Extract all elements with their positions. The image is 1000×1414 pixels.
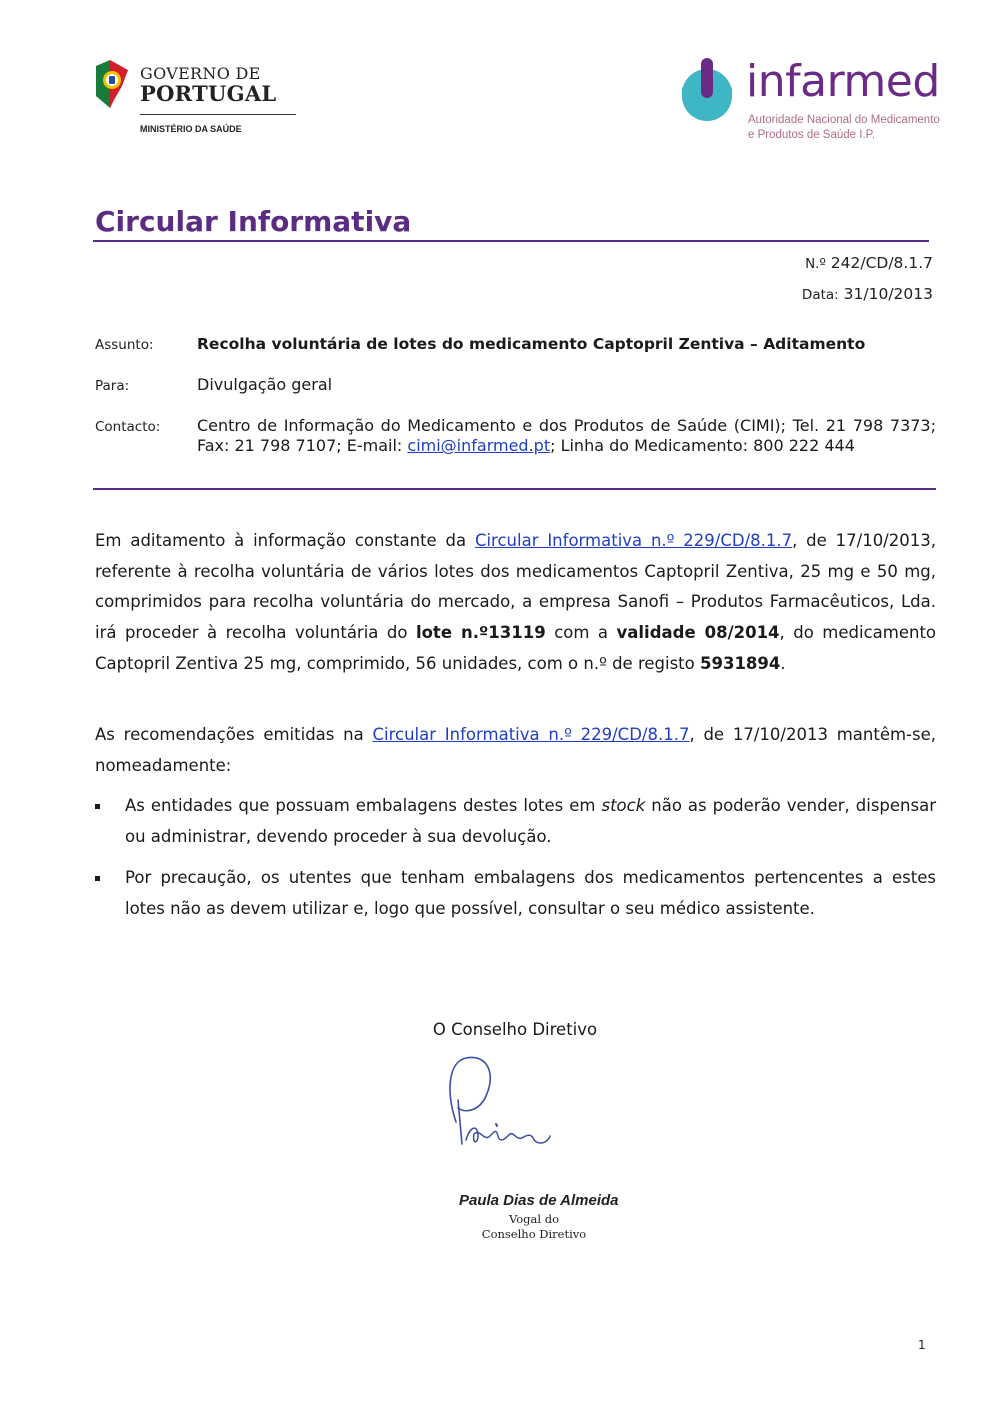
bullet-1-text [125, 791, 936, 852]
lot-number: lote n.º13119 [415, 623, 546, 643]
to-label: Para: [95, 378, 130, 394]
ministry-name: MINISTÉRIO DA SAÚDE [140, 124, 242, 134]
gov-divider [140, 114, 296, 115]
b1-text-b: não as poderão vender, dispensar ou administrar, devendo proceder à sua devolução. [125, 796, 936, 846]
bullet-icon [95, 876, 100, 881]
p1-text-c: com a [545, 623, 617, 643]
document-title: Circular Informativa [95, 205, 412, 238]
to-value: Divulgação geral [197, 375, 333, 394]
meta-divider [93, 488, 936, 490]
circular-number-label: N.º [805, 256, 826, 272]
subject-value: Recolha voluntária de lotes do medicamento Captopril Zentiva – Aditamento [197, 335, 866, 353]
handwritten-signature [436, 1052, 560, 1148]
infarmed-subtitle-2: e Produtos de Saúde I.P. [748, 129, 876, 141]
paragraph-2 [95, 720, 936, 781]
bullet-icon [95, 804, 100, 809]
circular-date-label: Data: [801, 287, 839, 303]
contact-text-2: ; Linha do Medicamento: 800 222 444 [550, 436, 855, 455]
expiry-date: validade 08/2014 [616, 623, 780, 643]
contact-label: Contacto: [95, 419, 161, 435]
paragraph-1 [95, 526, 936, 680]
circular-date-value: 31/10/2013 [843, 285, 933, 303]
gov-line2: PORTUGAL [140, 81, 277, 106]
portugal-coat-of-arms-icon [92, 56, 134, 112]
council-heading: O Conselho Diretivo [432, 1020, 598, 1039]
contact-value [197, 416, 936, 456]
governo-portugal-logo [92, 56, 292, 140]
p1-text-e: . [780, 653, 786, 673]
infarmed-symbol-icon [676, 56, 738, 122]
infarmed-logo [676, 56, 940, 146]
p2-text-a: As recomendações emitidas na [95, 725, 373, 744]
circular-date [802, 285, 933, 303]
circular-number [805, 254, 933, 272]
infarmed-subtitle-1: Autoridade Nacional do Medicamento [748, 114, 940, 126]
bullet-2-text: Por precaução, os utentes que tenham embalagens dos medicamentos pertencentes a estes lotes não as devem utilizar e, logo que possível, consultar o seu médico assistente. [125, 868, 936, 918]
p2-text-b: , de 17/10/2013 mantêm-se, nomeadamente: [95, 725, 936, 775]
signatory-role-line2: Conselho Diretivo [481, 1227, 587, 1241]
circular-229-link-2[interactable]: Circular Informativa n.º 229/CD/8.1.7 [372, 725, 690, 744]
contact-text-1: Centro de Informação do Medicamento e dos Produtos de Saúde (CIMI); Tel. 21 798 7373; Fax: 21 798 7107; E-mail: [197, 416, 936, 455]
circular-229-link-1[interactable]: Circular Informativa n.º 229/CD/8.1.7 [474, 531, 793, 550]
contact-email-link[interactable]: cimi@infarmed.pt [407, 436, 551, 455]
b1-italic: stock [601, 796, 646, 815]
signatory-role-line1: Vogal do [508, 1212, 559, 1226]
infarmed-wordmark: infarmed [746, 56, 940, 107]
page-number: 1 [918, 1338, 926, 1352]
b1-text-a: As entidades que possuam embalagens destes lotes em [125, 796, 602, 815]
p1-text-d: , do medicamento Captopril Zentiva 25 mg, comprimido, 56 unidades, com o n.º de registo [95, 623, 937, 673]
subject-label: Assunto: [95, 337, 154, 353]
title-divider [93, 240, 929, 242]
signatory-name: Paula Dias de Almeida [459, 1192, 619, 1209]
gov-line1: GOVERNO DE [140, 64, 261, 83]
circular-number-value: 242/CD/8.1.7 [830, 254, 933, 272]
p1-text-b: , de 17/10/2013, referente à recolha voluntária de vários lotes dos medicamentos Captopril Zentiva, 25 mg e 50 mg, comprimidos para recolha voluntária do mercado, a empresa Sanofi – Produtos Farmacêuticos, Lda. irá proceder à recolha voluntária do [95, 531, 936, 643]
registration-number: 5931894 [700, 653, 781, 673]
p1-text-a: Em aditamento à informação constante da [95, 531, 475, 550]
